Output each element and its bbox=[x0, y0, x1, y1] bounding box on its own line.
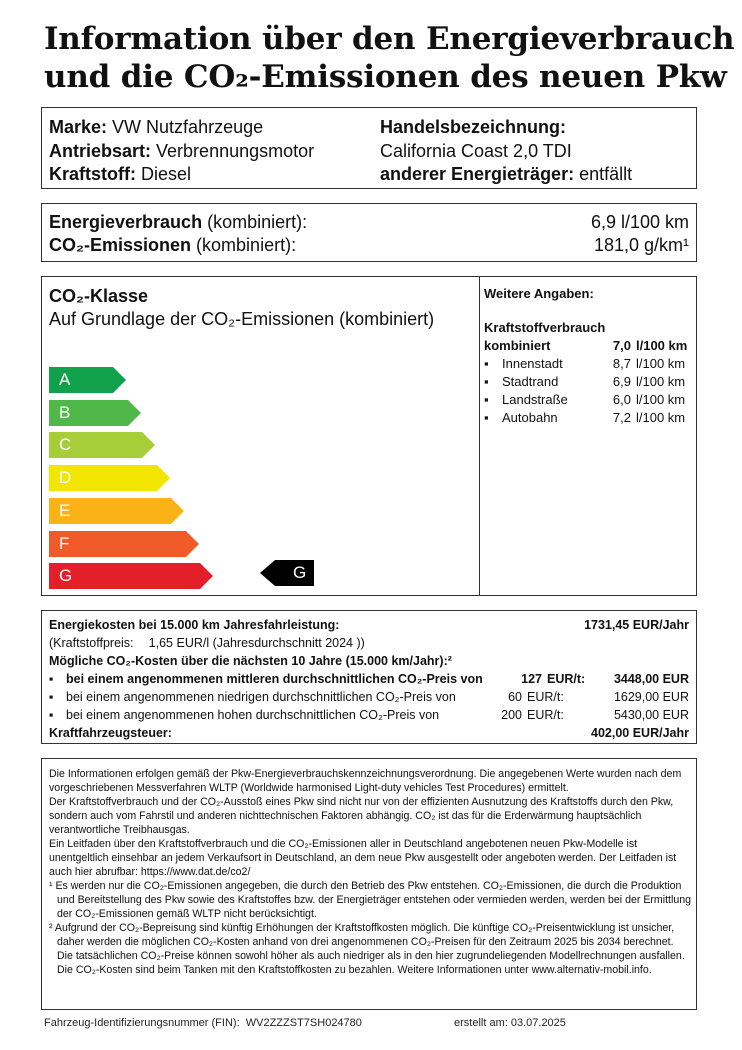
energy-costs-label-text: Energiekosten bei 15.000 km Jahresfahrleistung: bbox=[49, 618, 340, 632]
bullet-icon: ▪ bbox=[484, 392, 489, 407]
trade-label-row bbox=[380, 116, 566, 138]
co2-cost-value: 5430,00 EUR bbox=[613, 708, 689, 722]
co2-class-arrow-f bbox=[49, 531, 199, 557]
detail-label: Stadtrand bbox=[502, 374, 559, 389]
energy-suffix: (kombiniert): bbox=[207, 212, 308, 232]
bullet-icon: ▪ bbox=[484, 410, 489, 425]
bullet-icon: ▪ bbox=[49, 672, 54, 686]
drive-row bbox=[49, 140, 314, 162]
co2-cost-label: bei einem angenommenen hohen durchschnittlichen CO₂-Preis von bbox=[66, 708, 440, 722]
co2-class-box bbox=[41, 276, 697, 596]
trade-value: California Coast 2,0 TDI bbox=[380, 141, 572, 161]
brand-value: VW Nutzfahrzeuge bbox=[112, 117, 264, 137]
fuel-consumption-heading bbox=[484, 319, 605, 337]
co2-row bbox=[49, 234, 296, 256]
class-letter: E bbox=[59, 501, 71, 520]
current-class-letter: G bbox=[293, 563, 307, 582]
fuel-consumption-heading-text: Kraftstoffverbrauch bbox=[484, 320, 606, 335]
detail-unit: l/100 km bbox=[636, 392, 686, 407]
tax-label-text: Kraftfahrzeugsteuer: bbox=[49, 726, 172, 740]
co2-class-arrow-g bbox=[49, 563, 213, 589]
title-line-1: Information über den Energieverbrauch bbox=[44, 21, 735, 57]
co2-label: CO₂-Emissionen bbox=[49, 235, 192, 255]
bullet-icon: ▪ bbox=[49, 708, 54, 722]
fuel-label: Kraftstoff: bbox=[49, 164, 136, 184]
co2-class-subheading: Auf Grundlage der CO₂-Emissionen (kombiniert) bbox=[49, 309, 435, 329]
co2-cost-label: bei einem angenommenen mittleren durchschnittlichen CO₂-Preis von bbox=[66, 672, 483, 686]
co2-suffix: (kombiniert): bbox=[196, 235, 297, 255]
class-letter: G bbox=[59, 566, 73, 585]
combined-unit-text: l/100 km bbox=[636, 338, 688, 353]
combined-unit bbox=[636, 337, 687, 355]
created-row bbox=[454, 1016, 566, 1030]
co2-class-heading-text: CO₂-Klasse bbox=[49, 286, 149, 306]
footnote-2: ² Aufgrund der CO₂-Bepreisung sind künftig Erhöhungen der Kraftstoffkosten möglich. Die künftige CO₂-Preisentwicklung ist unsicher, daher werden die möglichen CO₂-Kosten anhand von drei angenommenen CO₂-Preisen für den Zeitraum 2025 bis 2034 berechnet. Die tatsächlichen CO₂-Preise können sowohl höher als auch niedriger als in den hier zugrundeliegenden Modellrechnungen ausfallen. Die CO₂-Kosten sind beim Tanken mit den Kraftstoffkosten zu bezahlen. Weitere Informationen unter www.alternativ-mobil.info. bbox=[49, 922, 685, 976]
combined-label bbox=[484, 337, 550, 355]
costs-box bbox=[41, 610, 697, 744]
energy-value: 6,9 l/100 km bbox=[590, 212, 689, 232]
drive-label: Antriebsart: bbox=[49, 141, 152, 161]
info-paragraph-1: Die Informationen erfolgen gemäß der Pkw-Energieverbrauchskennzeichnungsverordnung. Die angegebenen Werte wurden nach dem vorgeschriebenen Messverfahren WLTP (Worldwide harmonised Light-duty vehicles Test Procedures) ermittelt. bbox=[49, 768, 682, 794]
energy-row bbox=[49, 211, 307, 233]
brand-row bbox=[49, 116, 263, 138]
class-letter: A bbox=[59, 370, 71, 389]
fuel-value: Diesel bbox=[141, 164, 192, 184]
class-letter: D bbox=[59, 468, 72, 487]
co2-cost-value: 1629,00 EUR bbox=[613, 690, 689, 704]
detail-value: 6,9 bbox=[612, 374, 631, 389]
info-paragraph-3: Ein Leitfaden über den Kraftstoffverbrauch und die CO₂-Emissionen aller in Deutschland angebotenen neuen Pkw-Modelle ist unentgeltlich einsehbar an jedem Verkaufsort in Deutschland, an dem neue Pkw ausgestellt oder angeboten werden. Der Leitfaden ist auch hier abrufbar: https://www.dat.de/co2/ bbox=[49, 838, 677, 878]
tax-value-text: 402,00 EUR/Jahr bbox=[591, 726, 689, 740]
co2-class-arrow-d bbox=[49, 465, 170, 491]
detail-value: 8,7 bbox=[612, 356, 631, 371]
co2-class-arrow-b bbox=[49, 400, 141, 426]
co2-costs-heading bbox=[49, 653, 452, 670]
detail-unit: l/100 km bbox=[636, 410, 686, 425]
co2-class-arrow-c bbox=[49, 432, 155, 458]
co2-class-heading bbox=[49, 285, 148, 307]
created-label: erstellt am: bbox=[454, 1017, 508, 1029]
class-arrow-icon bbox=[49, 563, 213, 589]
fin-label: Fahrzeug-Identifizierungsnummer (FIN): bbox=[44, 1017, 240, 1029]
detail-label: Landstraße bbox=[502, 392, 568, 407]
detail-label: Autobahn bbox=[502, 410, 558, 425]
info-text bbox=[49, 767, 691, 977]
brand-label: Marke: bbox=[49, 117, 108, 137]
co2-class-arrow-a bbox=[49, 367, 126, 393]
energy-label: Energieverbrauch bbox=[49, 212, 203, 232]
fin-value: WV2ZZZST7SH024780 bbox=[245, 1017, 362, 1029]
detail-label: Innenstadt bbox=[502, 356, 563, 371]
co2-class-arrow-e bbox=[49, 498, 184, 524]
detail-value: 6,0 bbox=[612, 392, 631, 407]
combined-value-text: 7,0 bbox=[612, 338, 631, 353]
other-energy-value: entfällt bbox=[579, 164, 633, 184]
drive-value: Verbrennungsmotor bbox=[156, 141, 315, 161]
detail-unit: l/100 km bbox=[636, 374, 686, 389]
title-line-2: und die CO₂-Emissionen des neuen Pkw bbox=[44, 59, 727, 95]
co2-price: 60 bbox=[508, 690, 522, 704]
fuel-price-prefix: (Kraftstoffpreis: bbox=[49, 636, 134, 650]
fuel-price-year: 2024 )) bbox=[325, 636, 365, 650]
bullet-icon: ▪ bbox=[484, 356, 489, 371]
tax-value bbox=[591, 725, 689, 742]
fuel-price-suffix: EUR/l (Jahresdurchschnitt bbox=[176, 636, 322, 650]
info-paragraph-2: Der Kraftstoffverbrauch und der CO₂-Ausstoß eines Pkw sind nicht nur von der effizienten Ausnutzung des Kraftstoffs durch den Pkw, sondern auch vom Fahrstil und anderen nichttechnischen Faktoren abhängig. CO₂ ist das für die Erderwärmung hauptsächlich verantwortliche Treibhausgas. bbox=[49, 796, 674, 836]
bullet-icon: ▪ bbox=[49, 690, 54, 704]
detail-unit: l/100 km bbox=[636, 356, 686, 371]
other-energy-label: anderer Energieträger: bbox=[380, 164, 575, 184]
footnote-1: ¹ Es werden nur die CO₂-Emissionen angegeben, die durch den Betrieb des Pkw entstehen. CO₂-Emissionen, die durch die Produktion und Bereitstellung des Pkw sowie des Kraftstoffes bzw. der Energieträger entstehen oder vermieden werden, werden bei der Ermittlung der CO₂-Emissionen gemäß WLTP nicht berücksichtigt. bbox=[49, 880, 692, 920]
co2-value: 181,0 g/km¹ bbox=[593, 235, 689, 255]
trade-label: Handelsbezeichnung: bbox=[380, 117, 567, 137]
energy-costs-label bbox=[49, 617, 339, 634]
class-letter: C bbox=[59, 435, 72, 454]
class-arrow-icon bbox=[49, 531, 199, 557]
detail-value: 7,2 bbox=[612, 410, 631, 425]
vehicle-info-box bbox=[41, 107, 697, 189]
combined-label-text: kombiniert bbox=[484, 338, 551, 353]
co2-price-unit: EUR/t: bbox=[547, 672, 586, 686]
co2-costs-heading-text: Mögliche CO₂-Kosten über die nächsten 10 Jahre (15.000 km/Jahr):² bbox=[49, 654, 452, 668]
fuel-row bbox=[49, 163, 191, 185]
co2-price-unit: EUR/t: bbox=[527, 690, 564, 704]
bullet-icon: ▪ bbox=[484, 374, 489, 389]
fin-row bbox=[44, 1016, 362, 1030]
further-heading-text: Weitere Angaben: bbox=[484, 286, 594, 301]
energy-costs-value bbox=[584, 617, 689, 634]
page-title bbox=[44, 20, 735, 96]
current-class-marker bbox=[260, 560, 314, 586]
created-value: 03.07.2025 bbox=[510, 1017, 566, 1029]
tax-label bbox=[49, 725, 172, 742]
trade-value-row bbox=[380, 140, 572, 162]
co2-price-unit: EUR/t: bbox=[527, 708, 564, 722]
other-energy-row bbox=[380, 163, 632, 185]
further-heading bbox=[484, 285, 594, 303]
energy-costs-value-text: 1731,45 EUR/Jahr bbox=[584, 618, 689, 632]
combined-value bbox=[606, 337, 631, 355]
fuel-price-row bbox=[49, 635, 365, 652]
class-letter: F bbox=[59, 534, 70, 553]
co2-cost-label: bei einem angenommenen niedrigen durchschnittlichen CO₂-Preis von bbox=[66, 690, 456, 704]
consumption-box bbox=[41, 203, 697, 262]
co2-price: 127 bbox=[521, 672, 542, 686]
class-letter: B bbox=[59, 403, 71, 422]
column-divider bbox=[479, 277, 480, 595]
co2-price: 200 bbox=[501, 708, 522, 722]
fuel-price-value: 1,65 bbox=[148, 636, 174, 650]
co2-cost-value: 3448,00 EUR bbox=[613, 672, 689, 686]
info-box bbox=[41, 758, 697, 1010]
